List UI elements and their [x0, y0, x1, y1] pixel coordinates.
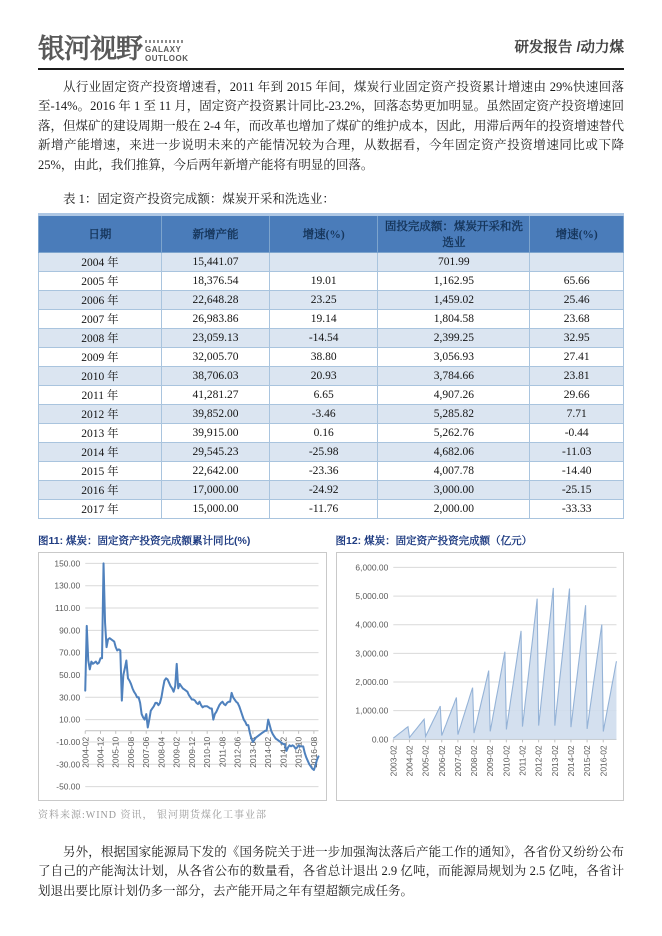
table-cell: 2017 年: [39, 499, 162, 518]
table-header-cell: 增速(%): [270, 214, 378, 252]
y-axis-tick-label: 0.00: [371, 734, 388, 745]
figure-12: [336, 533, 625, 801]
figure-12-title: 图12: 煤炭：固定资产投资完成额（亿元）: [335, 534, 533, 547]
figure-11: [38, 533, 327, 801]
table-cell: -14.40: [530, 461, 624, 480]
table-cell: 15,000.00: [161, 499, 269, 518]
x-axis-tick-label: 2007-06: [141, 736, 152, 768]
table-header-cell: 新增产能: [161, 214, 269, 252]
x-axis-tick-label: 2016-02: [597, 745, 608, 777]
report-type-label: 研发报告 /动力煤: [514, 40, 624, 56]
table-row: [39, 328, 624, 347]
table-head: [39, 214, 624, 252]
table-cell: -14.54: [270, 328, 378, 347]
table-cell: 26,983.86: [161, 309, 269, 328]
x-axis-tick-label: 2004-02: [403, 745, 414, 777]
x-axis-tick-label: 2005-02: [420, 745, 431, 777]
table-cell: 2004 年: [39, 252, 162, 271]
table-cell: 2012 年: [39, 404, 162, 423]
table-cell: 1,162.95: [378, 271, 530, 290]
table-cell: 2008 年: [39, 328, 162, 347]
table-header-row: [39, 214, 624, 252]
x-axis-tick-label: 2012-06: [232, 736, 243, 768]
table-row: [39, 461, 624, 480]
table-cell: 4,007.78: [378, 461, 530, 480]
table-cell: 4,907.26: [378, 385, 530, 404]
table-cell: 2006 年: [39, 290, 162, 309]
figure-11-title: 图11: 煤炭：固定资产投资完成额累计同比(%): [38, 534, 251, 547]
table-cell: 41,281.27: [161, 385, 269, 404]
table-cell: 2016 年: [39, 480, 162, 499]
x-axis-tick-label: 2010-02: [500, 745, 511, 777]
table-cell: [530, 252, 624, 271]
y-axis-tick-label: 150.00: [54, 558, 81, 569]
table-cell: 2007 年: [39, 309, 162, 328]
table-header-cell: 固投完成额：煤炭开采和洗选业: [378, 214, 530, 252]
table-row: [39, 499, 624, 518]
table-cell: 3,784.66: [378, 366, 530, 385]
table-cell: 29.66: [530, 385, 624, 404]
table-row: [39, 271, 624, 290]
x-axis-tick-label: 2008-02: [468, 745, 479, 777]
table-cell: 2,399.25: [378, 328, 530, 347]
table-row: [39, 366, 624, 385]
table-cell: [270, 252, 378, 271]
table-row: [39, 347, 624, 366]
table-cell: 23.81: [530, 366, 624, 385]
table-cell: 23.68: [530, 309, 624, 328]
y-axis-tick-label: 70.00: [59, 647, 81, 658]
y-axis-tick-label: 5,000.00: [354, 590, 388, 601]
table-cell: 38.80: [270, 347, 378, 366]
y-axis-tick-label: 50.00: [59, 669, 81, 680]
y-axis-tick-label: 10.00: [59, 714, 81, 725]
table-cell: -11.76: [270, 499, 378, 518]
x-axis-tick-label: 2014-02: [263, 736, 274, 768]
x-axis-tick-label: 2006-02: [436, 745, 447, 777]
table-cell: 2011 年: [39, 385, 162, 404]
y-axis-tick-label: 3,000.00: [354, 648, 388, 659]
y-axis-tick-label: 130.00: [54, 580, 81, 591]
table-cell: 39,915.00: [161, 423, 269, 442]
x-axis-tick-label: 2013-02: [549, 745, 560, 777]
table-cell: 2015 年: [39, 461, 162, 480]
body-paragraph-1: 从行业固定资产投资增速看，2011 年到 2015 年间，煤炭行业固定资产投资累计增速由 29%快速回落至-14%。2016 年 1 至 11 月，固定资产投资累计同比-23.2%，回落态势更加明显。虽然固定资产投资增速回落，但煤矿的建设周期一般在 2-4 年，而改革也增加了煤矿的维护成本，因此，用滞后两年的投资增速替代新增产能增速，来进一步说明未来的产能情况较为合理，从数据看，今年固定资产投资增速同比或下降 25%，由此，我们推算，今后两年新增产能将有明显的回落。: [38, 80, 624, 172]
table-row: [39, 385, 624, 404]
table-cell: 3,000.00: [378, 480, 530, 499]
table-body: [39, 252, 624, 518]
table-cell: 7.71: [530, 404, 624, 423]
x-axis-tick-label: 2005-10: [110, 736, 121, 768]
x-axis-tick-label: 2014-12: [278, 736, 289, 768]
table-cell: 15,441.07: [161, 252, 269, 271]
x-axis-tick-label: 2009-02: [484, 745, 495, 777]
y-axis-tick-label: 2,000.00: [354, 676, 388, 687]
x-axis-tick-label: 2015-10: [293, 736, 304, 768]
table-cell: 39,852.00: [161, 404, 269, 423]
table-cell: 0.16: [270, 423, 378, 442]
x-axis-tick-label: 2009-12: [186, 736, 197, 768]
x-axis-tick-label: 2008-04: [156, 736, 167, 768]
table-cell: 23,059.13: [161, 328, 269, 347]
table-cell: 22,642.00: [161, 461, 269, 480]
logo-chinese-text: 银河视野: [38, 34, 142, 64]
table-cell: -33.33: [530, 499, 624, 518]
x-axis-tick-label: 2004-12: [95, 736, 106, 768]
table-cell: 17,000.00: [161, 480, 269, 499]
table-cell: 27.41: [530, 347, 624, 366]
x-axis-tick-label: 2007-02: [452, 745, 463, 777]
x-axis-tick-label: 2003-02: [387, 745, 398, 777]
table-cell: 2005 年: [39, 271, 162, 290]
table-cell: 25.46: [530, 290, 624, 309]
table-caption: 表 1：固定资产投资完成额：煤炭开采和洗选业：: [63, 191, 335, 206]
x-axis-tick-label: 2012-02: [533, 745, 544, 777]
y-axis-tick-label: -50.00: [56, 781, 81, 792]
table-cell: 32.95: [530, 328, 624, 347]
x-axis-tick-label: 2011-02: [517, 745, 528, 776]
table-cell: 2010 年: [39, 366, 162, 385]
y-axis-tick-label: -30.00: [56, 759, 81, 770]
table-row: [39, 442, 624, 461]
y-axis-tick-label: 30.00: [59, 692, 81, 703]
x-axis-tick-label: 2015-02: [581, 745, 592, 777]
table-cell: 20.93: [270, 366, 378, 385]
table-cell: 29,545.23: [161, 442, 269, 461]
y-axis-tick-label: 1,000.00: [354, 705, 388, 716]
table-row: [39, 290, 624, 309]
logo-outlook-label: OUTLOOK: [145, 53, 189, 63]
table-cell: 6.65: [270, 385, 378, 404]
table-row: [39, 252, 624, 271]
figure-12-chart-box: [336, 552, 625, 801]
y-axis-tick-label: 90.00: [59, 625, 81, 636]
galaxy-outlook-logo: [38, 36, 189, 63]
table-cell: 22,648.28: [161, 290, 269, 309]
table-cell: 32,005.70: [161, 347, 269, 366]
x-axis-tick-label: 2010-10: [202, 736, 213, 768]
table-cell: -3.46: [270, 404, 378, 423]
figures-row: [38, 533, 624, 801]
table-cell: 2,000.00: [378, 499, 530, 518]
table-row: [39, 404, 624, 423]
x-axis-tick-label: 2013-04: [247, 736, 258, 768]
x-axis-tick-label: 2016-08: [308, 736, 319, 768]
x-axis-tick-label: 2006-08: [125, 736, 136, 768]
table-cell: 5,262.76: [378, 423, 530, 442]
table-cell: -25.15: [530, 480, 624, 499]
table-cell: 2013 年: [39, 423, 162, 442]
x-axis-tick-label: 2004-02: [80, 736, 91, 768]
table-cell: 18,376.54: [161, 271, 269, 290]
source-note: 资料来源:WIND 资讯， 银河期货煤化工事业部: [38, 809, 267, 821]
table-row: [39, 480, 624, 499]
data-table: [38, 213, 624, 519]
table-cell: 19.01: [270, 271, 378, 290]
table-cell: -24.92: [270, 480, 378, 499]
table-cell: 2014 年: [39, 442, 162, 461]
y-axis-tick-label: -10.00: [56, 736, 81, 747]
figure-11-chart-box: [38, 552, 327, 801]
y-axis-tick-label: 110.00: [55, 602, 81, 613]
body-paragraph-2: 另外，根据国家能源局下发的《国务院关于进一步加强淘汰落后产能工作的通知》，各省份又纷纷公布了自己的产能淘汰计划，从各省公布的数量看，各省总计退出 2.9 亿吨，而能源局规划为 2.5 亿吨，各省计划退出要比原计划仍多一部分，去产能开局之年有望超额完成任务。: [38, 844, 624, 898]
table-header-cell: 日期: [39, 214, 162, 252]
x-axis-tick-label: 2009-02: [171, 736, 182, 768]
table-cell: 2009 年: [39, 347, 162, 366]
area-chart-svg: [337, 553, 624, 800]
logo-english-text: [145, 40, 189, 63]
y-axis-tick-label: 6,000.00: [354, 562, 388, 573]
x-axis-tick-label: 2014-02: [565, 745, 576, 777]
table-cell: -25.98: [270, 442, 378, 461]
table-cell: 3,056.93: [378, 347, 530, 366]
table-header-cell: 增速(%): [530, 214, 624, 252]
table-cell: -23.36: [270, 461, 378, 480]
table-cell: 23.25: [270, 290, 378, 309]
table-cell: 701.99: [378, 252, 530, 271]
table-cell: 65.66: [530, 271, 624, 290]
page-header: [38, 36, 624, 70]
table-cell: 4,682.06: [378, 442, 530, 461]
table-row: [39, 423, 624, 442]
table-cell: 19.14: [270, 309, 378, 328]
table-row: [39, 309, 624, 328]
logo-dots-decoration: [145, 40, 185, 43]
table-cell: 38,706.03: [161, 366, 269, 385]
x-axis-tick-label: 2011-08: [217, 736, 228, 768]
table-cell: -11.03: [530, 442, 624, 461]
table-cell: 1,804.58: [378, 309, 530, 328]
y-axis-tick-label: 4,000.00: [354, 619, 388, 630]
logo-galaxy-label: GALAXY: [145, 44, 182, 54]
table-cell: 1,459.02: [378, 290, 530, 309]
table-cell: 5,285.82: [378, 404, 530, 423]
line-chart-svg: [39, 553, 326, 800]
table-cell: -0.44: [530, 423, 624, 442]
